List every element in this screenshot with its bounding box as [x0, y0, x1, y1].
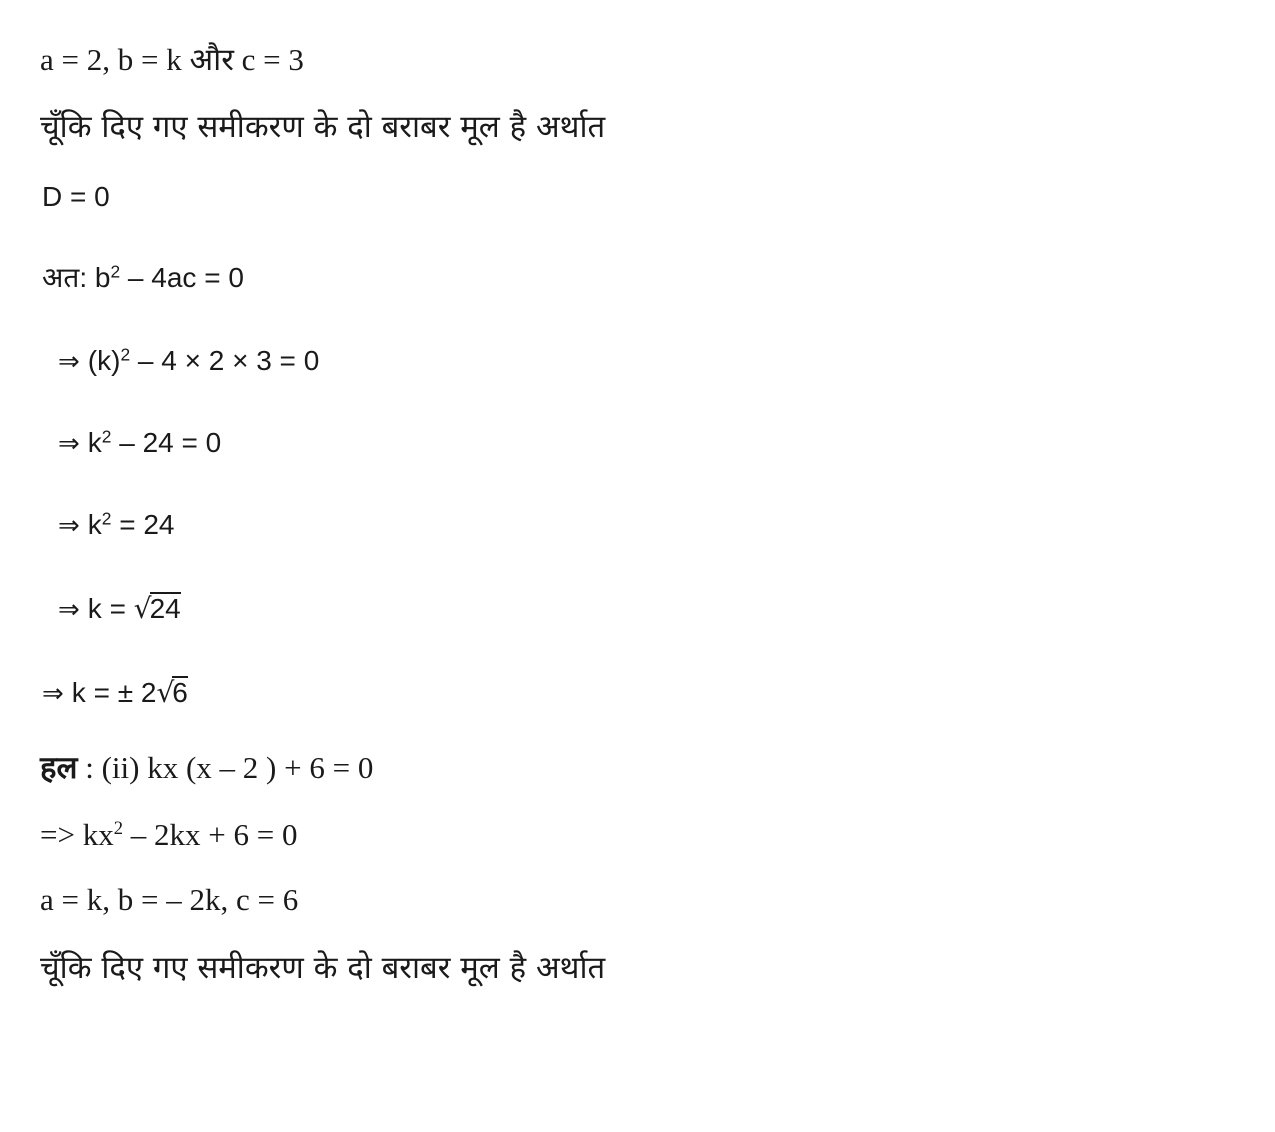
discriminant-formula-prefix: अत: b — [42, 262, 111, 293]
step-substitute-base: (k) — [87, 345, 121, 376]
step-substitute-rest: – 4 × 2 × 3 = 0 — [130, 345, 320, 376]
step-root-line — [58, 592, 181, 623]
square-root-sign: √ — [133, 592, 152, 625]
expanded-equation-prefix: => kx — [40, 817, 114, 852]
step-isolate-exponent: 2 — [101, 508, 112, 529]
equal-roots-text-1: चूँकि दिए गए समीकरण के दो बराबर मूल है अर्थात — [40, 109, 606, 145]
equal-roots-text-2: चूँकि दिए गए समीकरण के दो बराबर मूल है अर्थात — [40, 950, 606, 986]
step-root-lhs: k = — [87, 593, 134, 624]
step-substitute-exponent: 2 — [120, 344, 131, 365]
square-root-radicand: 6 — [172, 677, 188, 708]
discriminant-formula-rest: – 4ac = 0 — [120, 262, 244, 293]
solution-part-ii-line — [40, 752, 373, 784]
solution-label: हल — [40, 750, 78, 786]
discriminant-formula-line — [42, 261, 244, 293]
step-simplify-rest: – 24 = 0 — [111, 427, 222, 458]
expanded-equation-exponent: 2 — [113, 817, 124, 839]
implies-arrow: ⇒ — [42, 679, 64, 709]
step-simplify-base: k — [87, 427, 102, 458]
coefficients-text-1: a = 2, b = k और c = 3 — [40, 42, 304, 77]
solution-equation: : (ii) kx (x – 2 ) + 6 = 0 — [77, 750, 374, 785]
discriminant-zero-line — [42, 183, 110, 211]
implies-arrow: ⇒ — [58, 429, 80, 459]
step-isolate-rest: = 24 — [111, 509, 175, 540]
coefficients-line-2 — [40, 884, 298, 915]
square-root-sign: √ — [156, 676, 175, 709]
coefficients-text-2: a = k, b = – 2k, c = 6 — [40, 882, 299, 917]
equal-roots-statement-2 — [40, 950, 606, 986]
discriminant-formula-exponent: 2 — [110, 261, 121, 282]
implies-arrow: ⇒ — [58, 347, 80, 377]
step-simplify-line — [58, 426, 222, 459]
coefficients-line-1 — [40, 44, 304, 75]
step-isolate-line — [58, 508, 175, 541]
discriminant-zero-text: D = 0 — [42, 181, 110, 212]
step-final-root-line — [42, 676, 188, 707]
implies-arrow: ⇒ — [58, 595, 80, 625]
step-simplify-exponent: 2 — [101, 426, 112, 447]
step-substitute-line — [58, 344, 320, 377]
expanded-equation-rest: – 2kx + 6 = 0 — [123, 817, 298, 852]
equal-roots-statement-1 — [40, 109, 606, 145]
implies-arrow: ⇒ — [58, 511, 80, 541]
square-root-radicand: 24 — [149, 593, 181, 624]
step-final-root-lhs: k = ± 2 — [71, 677, 157, 708]
step-isolate-base: k — [87, 509, 102, 540]
expanded-equation-line — [40, 819, 297, 850]
